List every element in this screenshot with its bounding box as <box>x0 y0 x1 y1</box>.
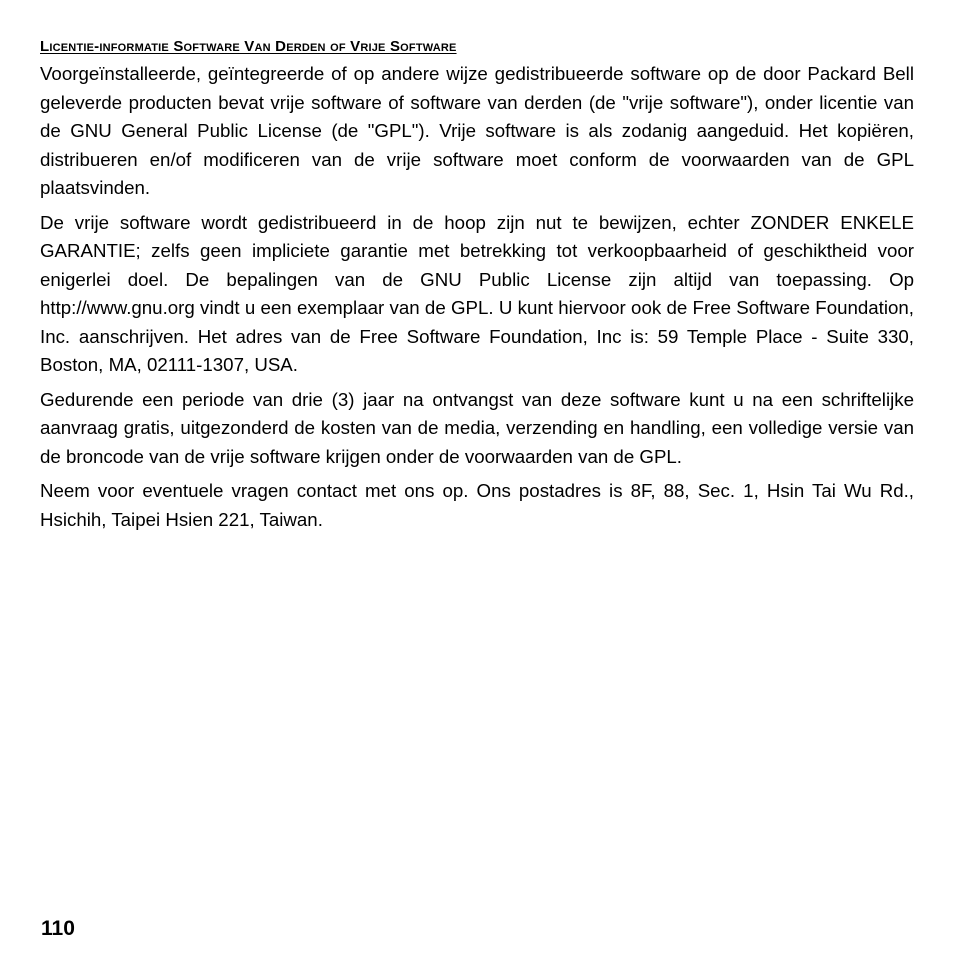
paragraph-contact: Neem voor eventuele vragen contact met ons op. Ons postadres is 8F, 88, Sec. 1, Hsin Tai Wu Rd., Hsichih, Taipei Hsien 221, Taiwan. <box>40 480 914 530</box>
section-title: Licentie-informatie Software Van Derden of Vrije Software <box>40 38 457 55</box>
document-page <box>40 36 914 540</box>
paragraph-license-intro: Voorgeïnstalleerde, geïntegreerde of op andere wijze gedistribueerde software op de door Packard Bell geleverde producten bevat vrije software of software van derden (de "vrije software"), onder licentie van de GNU General Public License (de "GPL"). Vrije software is als zodanig aangeduid. Het kopiëren, distribueren en/of modificeren van de vrije software moet conform de voorwaarden van de GPL plaatsvinden. <box>40 63 914 198</box>
paragraph-source-code: Gedurende een periode van drie (3) jaar na ontvangst van deze software kunt u na een schriftelijke aanvraag gratis, uitgezonderd de kosten van de media, verzending en handling, een volledige versie van de broncode van de vrije software krijgen onder de voorwaarden van de GPL. <box>40 388 914 467</box>
paragraph-warranty: De vrije software wordt gedistribueerd in de hoop zijn nut te bewijzen, echter ZONDER ENKELE GARANTIE; zelfs geen impliciete garantie met betrekking tot verkoopbaarheid of geschiktheid voor enigerlei doel. De bepalingen van de GNU Public License zijn altijd van toepassing. Op http://www.gnu.org vindt u een exemplaar van de GPL. U kunt hiervoor ook de Free Software Foundation, Inc. aanschrijven. Het adres van de Free Software Foundation, Inc is: 59 Temple Place - Suite 330, Boston, MA, 02111-1307, USA. <box>40 211 914 375</box>
page-number: 110 <box>41 917 75 940</box>
